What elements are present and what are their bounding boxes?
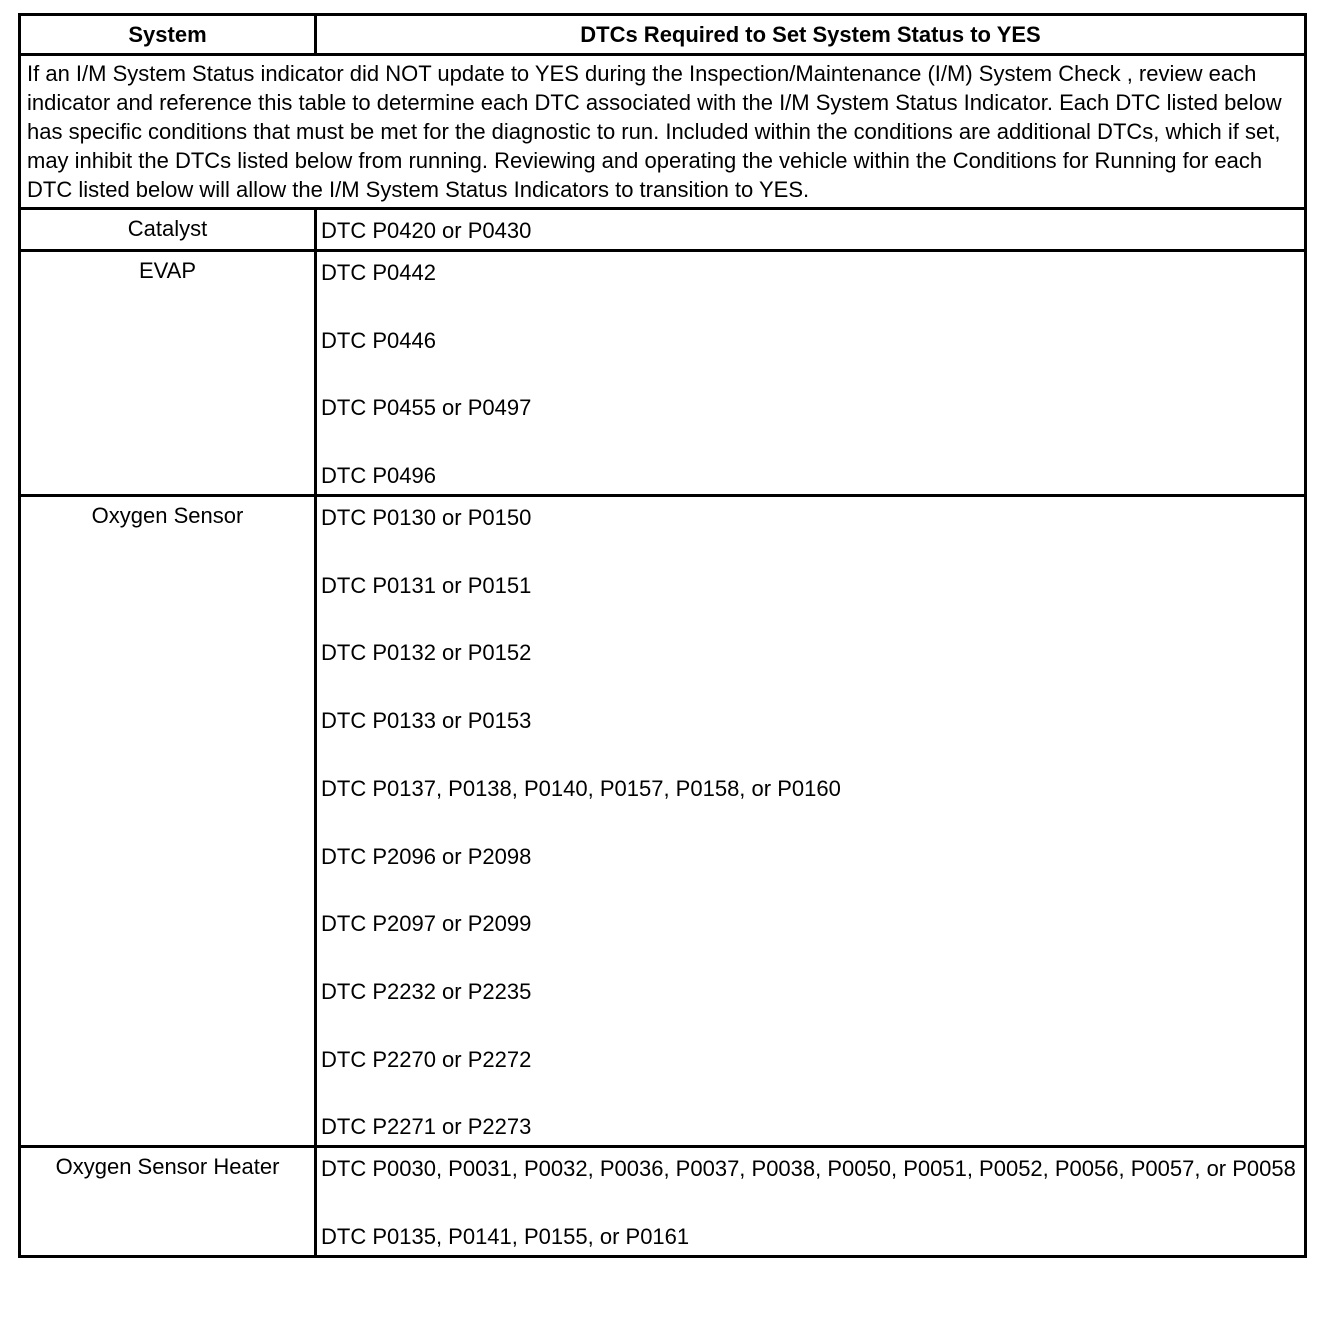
- dtc-entry: DTC P0137, P0138, P0140, P0157, P0158, or P0160: [321, 775, 841, 801]
- header-row: [20, 15, 1306, 55]
- system-cell: Catalyst: [20, 209, 316, 251]
- dtc-entry: DTC P0133 or P0153: [321, 708, 532, 734]
- dtc-entry: DTC P0135, P0141, P0155, or P0161: [321, 1223, 690, 1249]
- dtc-cell: [316, 209, 1306, 251]
- header-system: System: [20, 15, 316, 55]
- table-row: [20, 251, 1306, 496]
- intro-text: If an I/M System Status indicator did NOT update to YES during the Inspection/Maintenance (I/M) System Check , review each indicator and reference this table to determine each DTC associated with the I/M System Status Indicator. Each DTC listed below has specific conditions that must be met for the diagnostic to run. Included within the conditions are additional DTCs, which if set, may inhibit the DTCs listed below from running. Reviewing and operating the vehicle within the Conditions for Running for each DTC listed below will allow the I/M System Status Indicators to transition to YES.: [20, 55, 1306, 209]
- dtc-entry: DTC P0446: [321, 327, 436, 353]
- table-body: [20, 209, 1306, 1257]
- table-row: [20, 496, 1306, 1147]
- dtc-cell: [316, 496, 1306, 1147]
- table-row: [20, 1147, 1306, 1257]
- intro-row: [20, 55, 1306, 209]
- im-system-status-table: [18, 13, 1307, 1258]
- table-row: [20, 209, 1306, 251]
- dtc-cell: [316, 251, 1306, 496]
- system-cell: Oxygen Sensor: [20, 496, 316, 1147]
- dtc-entry: DTC P0030, P0031, P0032, P0036, P0037, P0038, P0050, P0051, P0052, P0056, P0057, or P0058: [321, 1156, 1296, 1182]
- dtc-entry: DTC P0455 or P0497: [321, 395, 532, 421]
- dtc-cell: [316, 1147, 1306, 1257]
- dtc-entry: DTC P0131 or P0151: [321, 572, 532, 598]
- dtc-entry: DTC P0132 or P0152: [321, 640, 532, 666]
- dtc-entry: DTC P2096 or P2098: [321, 843, 532, 869]
- dtc-entry: DTC P0496: [321, 463, 436, 489]
- dtc-entry: DTC P0130 or P0150: [321, 505, 532, 531]
- dtc-entry: DTC P2271 or P2273: [321, 1114, 532, 1140]
- dtc-entry: DTC P2232 or P2235: [321, 978, 532, 1004]
- dtc-entry: DTC P0442: [321, 260, 436, 285]
- header-dtcs: DTCs Required to Set System Status to YES: [316, 15, 1306, 55]
- dtc-entry: DTC P2097 or P2099: [321, 911, 532, 937]
- system-cell: Oxygen Sensor Heater: [20, 1147, 316, 1257]
- dtc-entry: DTC P2270 or P2272: [321, 1046, 532, 1072]
- dtc-entry: DTC P0420 or P0430: [321, 218, 532, 243]
- system-cell: EVAP: [20, 251, 316, 496]
